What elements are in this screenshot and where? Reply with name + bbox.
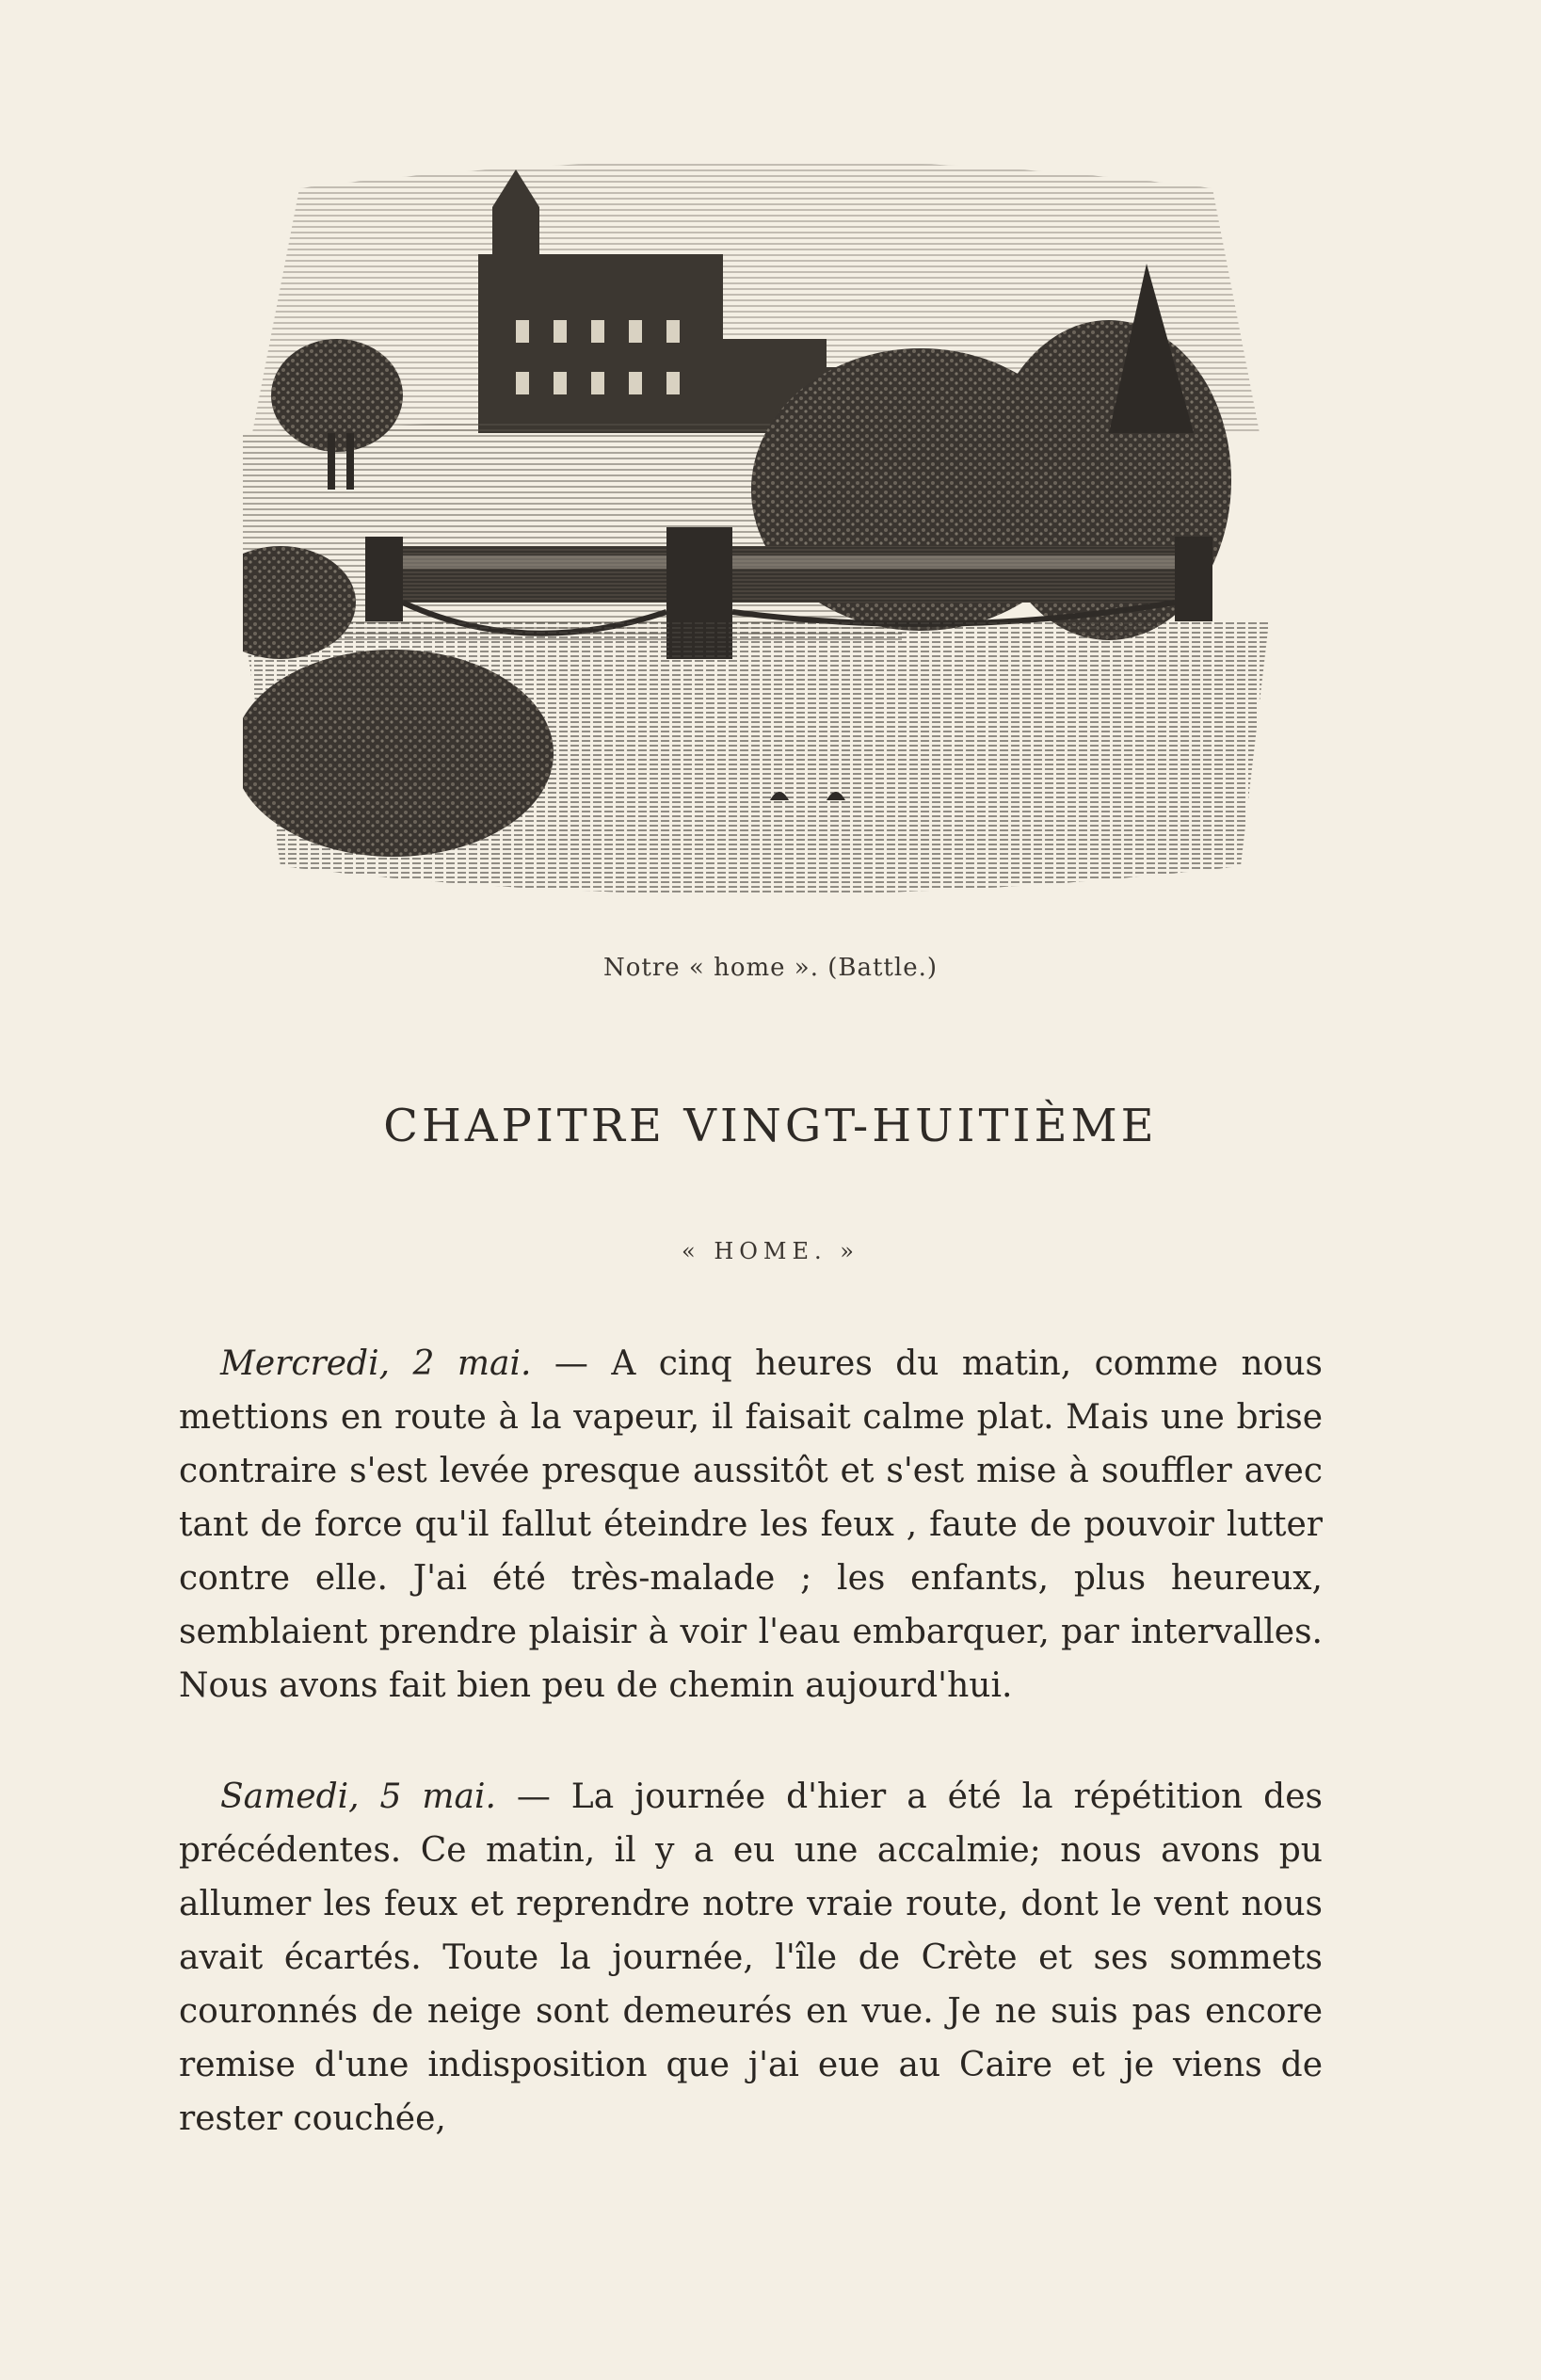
illustration-caption: Notre « home ». (Battle.) xyxy=(602,954,938,982)
entry-text: — A cinq heures du matin, comme nous mettions en route à la vapeur, il faisait calme plat. Mais une brise contraire s'est levée presque aussitôt et s'est mise à souffler avec tant de force qu'il fallut éteindre les feux , faute de pouvoir lutter contre elle. J'ai été très-malade ; les enfants, plus heureux, semblaient prendre plaisir à voir l'eau embarquer, par intervalles. Nous avons fait bien peu de chemin aujourd'hui. xyxy=(179,1344,1323,1705)
entry-date: Samedi, 5 mai. xyxy=(220,1777,496,1816)
chapter-title: CHAPITRE VINGT-HUITIÈME xyxy=(383,1100,1158,1152)
entry-date: Mercredi, 2 mai. xyxy=(220,1344,532,1383)
journal-entry xyxy=(179,1770,1323,2146)
engraving-illustration xyxy=(243,151,1269,932)
entry-paragraph xyxy=(179,1770,1323,2146)
journal-entry xyxy=(179,1337,1323,1713)
chapter-subtitle: « HOME. » xyxy=(682,1238,859,1264)
entry-text: — La journée d'hier a été la répétition des précédentes. Ce matin, il y a eu une accalmie; nous avons pu allumer les feux et reprendre notre vraie route, dont le vent nous avait écartés. Toute la journée, l'île de Crète et ses sommets couronnés de neige sont demeurés en vue. Je ne suis pas encore remise d'une indisposition que j'ai eue au Caire et je viens de rester couchée, xyxy=(179,1777,1323,2138)
entry-paragraph xyxy=(179,1337,1323,1713)
